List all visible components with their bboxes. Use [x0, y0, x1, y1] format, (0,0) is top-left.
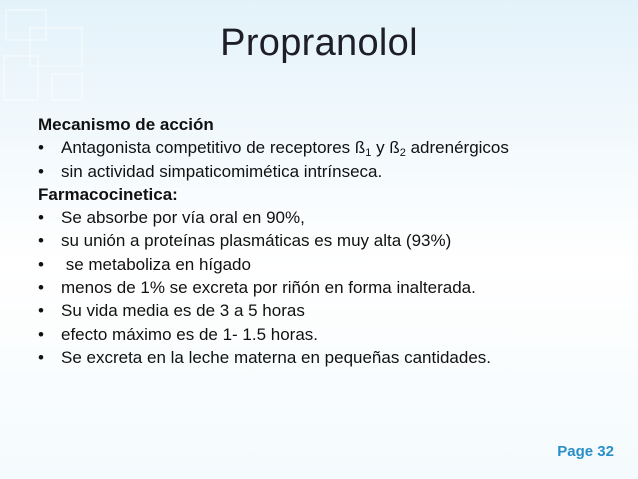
- bullet-marker: •: [38, 138, 44, 158]
- page-number: Page 32: [557, 443, 614, 460]
- bullet-item: [38, 253, 628, 276]
- bullet-text: su unión a proteínas plasmáticas es muy alta (93%): [61, 231, 452, 251]
- bullet-item: [38, 323, 628, 346]
- bullet-text: [61, 136, 509, 159]
- bullet-text: Se absorbe por vía oral en 90%,: [61, 208, 305, 228]
- bullet-item: [38, 229, 628, 252]
- bullet-item: [38, 346, 628, 369]
- bullet-text: Su vida media es de 3 a 5 horas: [61, 301, 305, 321]
- slide-content: [38, 113, 628, 369]
- bullet-marker: •: [38, 347, 44, 367]
- bullet-text: efecto máximo es de 1- 1.5 horas.: [61, 324, 319, 344]
- bullet-item: [38, 299, 628, 322]
- bullet-item: [38, 136, 628, 159]
- bullet-item: [38, 276, 628, 299]
- subscript: 2: [399, 147, 406, 160]
- section-heading-mecanismo: Mecanismo de acción: [38, 115, 214, 134]
- section-heading-farmacocinetica: Farmacocinetica:: [38, 184, 178, 204]
- bullet-item: [38, 160, 628, 183]
- bullet-marker: •: [38, 324, 44, 344]
- bullet-marker: •: [38, 161, 44, 181]
- bullet-text: sin actividad simpaticomimética intrínseca.: [61, 161, 383, 181]
- bullet-marker: •: [38, 254, 44, 274]
- background-decoration: [0, 0, 120, 130]
- bullet-text-part: adrenérgicos: [405, 138, 509, 158]
- bullet-marker: •: [38, 278, 44, 298]
- bullet-text: se metaboliza en hígado: [61, 254, 251, 274]
- bullet-marker: •: [38, 231, 44, 251]
- bullet-text-part: Antagonista competitivo de receptores ß: [61, 138, 366, 158]
- slide-title: Propranolol: [220, 22, 418, 64]
- bullet-marker: •: [38, 208, 44, 228]
- bullet-text: Se excreta en la leche materna en pequeñas cantidades.: [61, 347, 492, 367]
- bullet-text: menos de 1% se excreta por riñón en forma inalterada.: [61, 278, 476, 298]
- bullet-text-part: y ß: [371, 138, 400, 158]
- bullet-item: [38, 206, 628, 229]
- subscript: 1: [365, 147, 372, 160]
- bullet-marker: •: [38, 301, 44, 321]
